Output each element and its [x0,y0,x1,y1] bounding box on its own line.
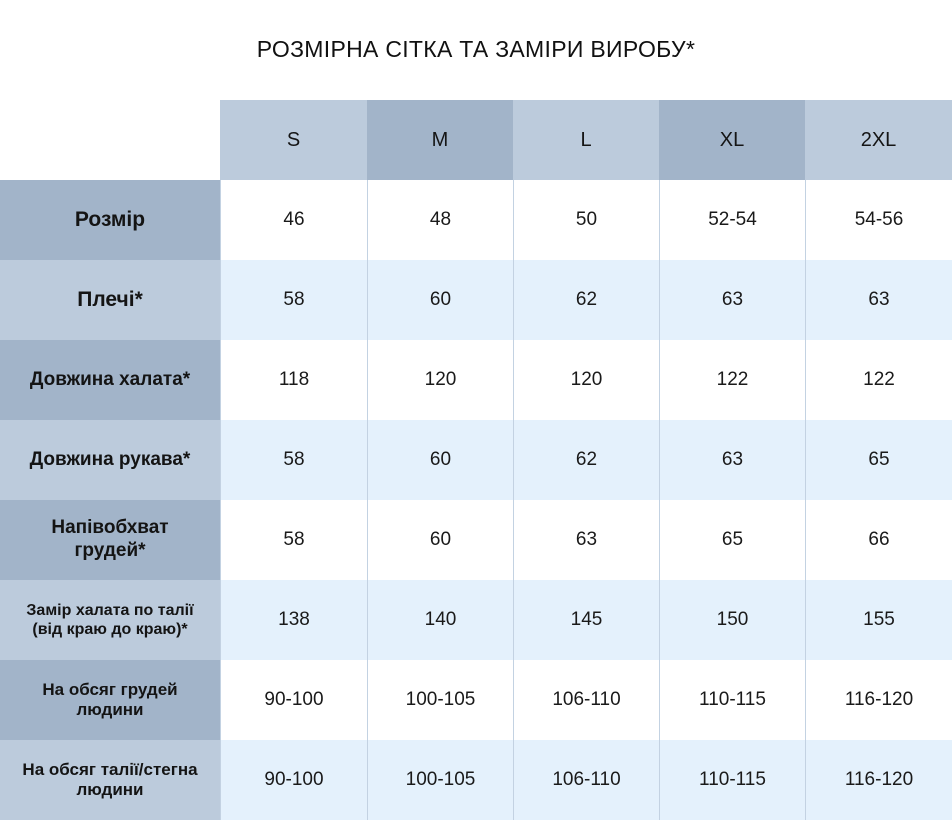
table-cell: 116-120 [805,660,952,740]
table-row [0,420,952,500]
table-cell: 63 [659,260,805,340]
column-header-l: L [513,100,659,180]
table-cell: 60 [367,420,513,500]
table-cell: 54-56 [805,180,952,260]
table-row [0,660,952,740]
table-cell: 58 [220,500,367,580]
table-row [0,740,952,820]
row-label-line: На обсяг грудей [42,679,178,699]
table-cell: 106-110 [513,660,659,740]
table-header-row [220,100,952,180]
row-label-size: Розмір [0,180,220,260]
table-cell: 110-115 [659,660,805,740]
table-cell: 120 [513,340,659,420]
table-cell: 52-54 [659,180,805,260]
table-cell: 66 [805,500,952,580]
table-row [0,500,952,580]
table-cell: 65 [659,500,805,580]
row-label-half-chest [0,500,220,580]
table-cell: 100-105 [367,660,513,740]
column-header-s: S [220,100,367,180]
table-cell: 60 [367,500,513,580]
row-label-sleeve-length: Довжина рукава* [0,420,220,500]
table-cell: 106-110 [513,740,659,820]
row-label-line: людини [76,700,144,719]
row-label-person-chest [0,660,220,740]
size-chart-table [0,100,952,820]
table-row [0,260,952,340]
row-label-waist-measure [0,580,220,660]
table-cell: 46 [220,180,367,260]
table-cell: 110-115 [659,740,805,820]
table-cell: 138 [220,580,367,660]
row-label-line: грудей* [74,540,146,561]
row-label-line: Замір халата по талії [26,601,194,619]
table-cell: 90-100 [220,660,367,740]
table-cell: 122 [805,340,952,420]
table-cell: 62 [513,260,659,340]
table-cell: 63 [513,500,659,580]
table-cell: 60 [367,260,513,340]
table-row [0,180,952,260]
table-cell: 155 [805,580,952,660]
row-label-line: людини [76,780,144,799]
row-label-line: На обсяг талії/стегна [22,759,198,779]
table-cell: 118 [220,340,367,420]
table-cell: 116-120 [805,740,952,820]
row-label-line: Напівобхват [51,517,169,539]
table-cell: 58 [220,420,367,500]
table-cell: 140 [367,580,513,660]
table-cell: 122 [659,340,805,420]
row-label-robe-length: Довжина халата* [0,340,220,420]
column-header-xl: XL [659,100,805,180]
table-cell: 120 [367,340,513,420]
table-cell: 90-100 [220,740,367,820]
column-header-2xl: 2XL [805,100,952,180]
row-label-person-waist-hips [0,740,220,820]
table-cell: 48 [367,180,513,260]
table-cell: 150 [659,580,805,660]
row-label-line: (від краю до краю)* [32,621,188,638]
table-cell: 63 [659,420,805,500]
table-cell: 58 [220,260,367,340]
table-cell: 65 [805,420,952,500]
table-cell: 50 [513,180,659,260]
table-cell: 100-105 [367,740,513,820]
table-cell: 63 [805,260,952,340]
table-row [0,580,952,660]
table-cell: 145 [513,580,659,660]
table-row [0,340,952,420]
row-label-shoulders: Плечі* [0,260,220,340]
table-cell: 62 [513,420,659,500]
column-header-m: M [367,100,513,180]
page-title: РОЗМІРНА СІТКА ТА ЗАМІРИ ВИРОБУ* [256,36,696,62]
